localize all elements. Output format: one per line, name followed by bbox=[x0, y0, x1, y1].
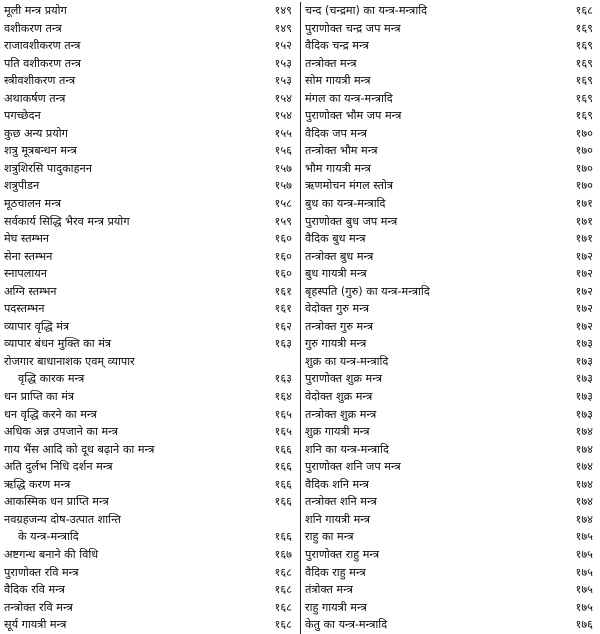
entry-page-number: १५३ bbox=[274, 74, 292, 88]
entry-title: तन्त्रोक्त भौम मन्त्र bbox=[305, 144, 378, 158]
index-entry bbox=[301, 546, 600, 564]
entry-title: केतु का यन्त्र-मन्त्रादि bbox=[305, 618, 388, 632]
entry-title: ऋद्धि करण मन्त्र bbox=[4, 477, 71, 491]
index-entry bbox=[301, 581, 600, 599]
entry-title: भौम गायत्री मन्त्र bbox=[305, 161, 371, 175]
entry-title: पगच्छेदन bbox=[4, 109, 41, 123]
index-entry bbox=[301, 388, 600, 406]
entry-page-number: १७२ bbox=[575, 319, 593, 333]
entry-page-number: १७५ bbox=[575, 530, 593, 544]
index-entry bbox=[0, 160, 300, 178]
entry-page-number: १७० bbox=[575, 144, 593, 158]
index-entry bbox=[0, 441, 300, 459]
entry-title: तन्त्रोक्त रवि मन्त्र bbox=[4, 600, 73, 614]
index-entry bbox=[301, 476, 600, 494]
index-entry bbox=[301, 230, 600, 248]
index-entry bbox=[301, 265, 600, 283]
index-entry bbox=[0, 230, 300, 248]
entry-page-number: १५४ bbox=[274, 109, 292, 123]
entry-page-number: १७० bbox=[575, 161, 593, 175]
index-entry bbox=[301, 195, 600, 213]
entry-title: पदस्तम्भन bbox=[4, 302, 45, 316]
entry-title: तन्त्रोक्त बुध मन्त्र bbox=[305, 249, 374, 263]
index-entry bbox=[301, 213, 600, 231]
index-entry bbox=[301, 72, 600, 90]
entry-title: शत्रु मूत्रबन्धन मन्त्र bbox=[4, 144, 77, 158]
entry-page-number: १७३ bbox=[575, 337, 593, 351]
entry-title: वृद्धि कारक मन्त्र bbox=[18, 372, 85, 386]
entry-title: शुक्र गायत्री मन्त्र bbox=[305, 425, 370, 439]
index-entry bbox=[301, 142, 600, 160]
entry-page-number: १७४ bbox=[575, 460, 593, 474]
entry-title: सोम गायत्री मन्त्र bbox=[305, 74, 371, 88]
index-entry bbox=[0, 458, 300, 476]
entry-title: राहु गायत्री मन्त्र bbox=[305, 600, 367, 614]
entry-title: ऋणमोचन मंगल स्तोत्र bbox=[305, 179, 394, 193]
entry-page-number: १६६ bbox=[274, 530, 292, 544]
entry-page-number: १७५ bbox=[575, 565, 593, 579]
entry-title: वैदिक रवि मन्त्र bbox=[4, 583, 65, 597]
entry-title: के यन्त्र-मन्त्रादि bbox=[18, 530, 79, 544]
index-entry bbox=[0, 125, 300, 143]
entry-page-number: १७५ bbox=[575, 583, 593, 597]
index-entry bbox=[301, 370, 600, 388]
index-entry bbox=[301, 2, 600, 20]
entry-title: बुध का यन्त्र-मन्त्रादि bbox=[305, 197, 386, 211]
entry-page-number: १७६ bbox=[575, 618, 593, 632]
entry-page-number: १६९ bbox=[575, 56, 593, 70]
entry-title: वैदिक बुध मन्त्र bbox=[305, 232, 366, 246]
index-entry bbox=[0, 2, 300, 20]
entry-title: राहु का मन्त्र bbox=[305, 530, 354, 544]
index-entry bbox=[0, 353, 300, 371]
index-entry bbox=[301, 125, 600, 143]
index-entry bbox=[301, 616, 600, 634]
entry-title: बृहस्पति (गुरु) का यन्त्र-मन्त्रादि bbox=[305, 284, 430, 298]
entry-title: पति वशीकरण तन्त्र bbox=[4, 56, 81, 70]
entry-title: अति दुर्लभ निधि दर्शन मन्त्र bbox=[4, 460, 113, 474]
entry-title: तंत्रोक्त मन्त्र bbox=[305, 583, 353, 597]
index-entry bbox=[0, 107, 300, 125]
index-entry bbox=[0, 195, 300, 213]
entry-title: वैदिक चन्द्र मन्त्र bbox=[305, 39, 369, 53]
entry-page-number: १६७ bbox=[274, 547, 292, 561]
index-entry bbox=[0, 493, 300, 511]
entry-page-number: १६९ bbox=[575, 74, 593, 88]
index-entry bbox=[301, 37, 600, 55]
entry-title: आकस्मिक धन प्राप्ति मन्त्र bbox=[4, 495, 109, 509]
entry-page-number: १६८ bbox=[274, 618, 292, 632]
entry-title: मेघ स्तम्भन bbox=[4, 232, 50, 246]
index-entry bbox=[301, 441, 600, 459]
entry-page-number: १५७ bbox=[274, 161, 292, 175]
entry-title: पुराणोक्त चन्द्र जप मन्त्र bbox=[305, 21, 401, 35]
entry-page-number: १६४ bbox=[274, 390, 292, 404]
entry-page-number: १७३ bbox=[575, 372, 593, 386]
index-entry bbox=[0, 581, 300, 599]
index-entry bbox=[301, 160, 600, 178]
entry-page-number: १५२ bbox=[274, 39, 292, 53]
entry-title: चन्द (चन्द्रमा) का यन्त्र-मन्त्रादि bbox=[305, 4, 428, 17]
entry-page-number: १६३ bbox=[274, 372, 292, 386]
index-entry bbox=[301, 300, 600, 318]
entry-page-number: १६२ bbox=[274, 319, 292, 333]
entry-title: वैदिक जप मन्त्र bbox=[305, 126, 367, 140]
index-entry bbox=[301, 177, 600, 195]
index-entry bbox=[0, 599, 300, 617]
index-entry bbox=[301, 248, 600, 266]
entry-page-number: १६८ bbox=[274, 600, 292, 614]
index-entry bbox=[0, 72, 300, 90]
entry-page-number: १६९ bbox=[575, 109, 593, 123]
index-entry bbox=[301, 564, 600, 582]
index-entry bbox=[0, 370, 300, 388]
entry-page-number: १५३ bbox=[274, 56, 292, 70]
entry-page-number: १७३ bbox=[575, 390, 593, 404]
entry-title: तन्त्रोक्त गुरु मन्त्र bbox=[305, 319, 374, 333]
entry-title: पुराणोक्त शुक्र मन्त्र bbox=[305, 372, 382, 386]
entry-title: स्त्रीवशीकरण तन्त्र bbox=[4, 74, 76, 88]
entry-page-number: १६० bbox=[274, 267, 292, 281]
entry-title: नवग्रहजन्य दोष-उत्पात शान्ति bbox=[4, 512, 121, 526]
entry-page-number: १७४ bbox=[575, 495, 593, 509]
entry-title: व्यापार वृद्धि मंत्र bbox=[4, 319, 70, 333]
entry-page-number: १६६ bbox=[274, 477, 292, 491]
index-entry bbox=[0, 142, 300, 160]
index-entry bbox=[0, 213, 300, 231]
entry-page-number: १७४ bbox=[575, 442, 593, 456]
entry-page-number: १७२ bbox=[575, 267, 593, 281]
index-entry bbox=[301, 55, 600, 73]
entry-page-number: १७५ bbox=[575, 547, 593, 561]
index-entry bbox=[301, 283, 600, 301]
entry-title: सूर्य गायत्री मन्त्र bbox=[4, 618, 67, 632]
index-entry bbox=[0, 406, 300, 424]
entry-page-number: १६६ bbox=[274, 460, 292, 474]
entry-title: धन वृद्धि करने का मन्त्र bbox=[4, 407, 97, 421]
entry-title: राजावशीकरण तन्त्र bbox=[4, 39, 81, 53]
entry-title: तन्त्रोक्त मन्त्र bbox=[305, 56, 357, 70]
entry-page-number: १६० bbox=[274, 249, 292, 263]
index-entry bbox=[0, 335, 300, 353]
index-entry bbox=[0, 546, 300, 564]
index-entry bbox=[0, 476, 300, 494]
right-column bbox=[300, 2, 600, 634]
index-entry bbox=[0, 248, 300, 266]
index-entry bbox=[301, 335, 600, 353]
index-entry bbox=[0, 177, 300, 195]
entry-page-number: १६८ bbox=[274, 565, 292, 579]
index-entry bbox=[0, 511, 300, 529]
entry-title: मंगल का यन्त्र-मन्त्रादि bbox=[305, 91, 393, 105]
entry-title: शत्रुपीडन bbox=[4, 179, 40, 193]
entry-page-number: १६६ bbox=[274, 495, 292, 509]
entry-title: पुराणोक्त राहु मन्त्र bbox=[305, 547, 380, 561]
index-entry bbox=[0, 20, 300, 38]
index-entry bbox=[301, 493, 600, 511]
entry-page-number: १६५ bbox=[274, 425, 292, 439]
index-entry bbox=[301, 458, 600, 476]
entry-page-number: १७२ bbox=[575, 302, 593, 316]
entry-title: वैदिक शनि मन्त्र bbox=[305, 477, 369, 491]
entry-page-number: १४९ bbox=[274, 4, 292, 17]
index-entry bbox=[0, 423, 300, 441]
entry-title: धन प्राप्ति का मंत्र bbox=[4, 390, 75, 404]
entry-page-number: १६८ bbox=[575, 4, 593, 17]
index-entry bbox=[301, 599, 600, 617]
entry-title: अधिक अन्न उपजाने का मन्त्र bbox=[4, 425, 118, 439]
entry-title: सर्वकार्य सिद्धि भैरव मन्त्र प्रयोग bbox=[4, 214, 130, 228]
entry-page-number: १७२ bbox=[575, 284, 593, 298]
entry-title: अग्नि स्तम्भन bbox=[4, 284, 57, 298]
entry-title: मूठचालन मन्त्र bbox=[4, 197, 62, 211]
index-entry bbox=[0, 37, 300, 55]
entry-page-number: १६९ bbox=[575, 21, 593, 35]
entry-title: तन्त्रोक्त शनि मन्त्र bbox=[305, 495, 377, 509]
entry-title: रोजगार बाधानाशक एवम् व्यापार bbox=[4, 354, 135, 368]
entry-page-number: १६९ bbox=[575, 39, 593, 53]
entry-page-number: १७२ bbox=[575, 249, 593, 263]
index-entry bbox=[0, 318, 300, 336]
entry-page-number: १६१ bbox=[274, 284, 292, 298]
entry-title: पुराणोक्त शनि जप मन्त्र bbox=[305, 460, 401, 474]
index-entry bbox=[301, 107, 600, 125]
entry-title: बुध गायत्री मन्त्र bbox=[305, 267, 367, 281]
entry-page-number: १७१ bbox=[575, 197, 593, 211]
index-entry bbox=[0, 265, 300, 283]
entry-title: वशीकरण तन्त्र bbox=[4, 21, 62, 35]
index-entry bbox=[0, 564, 300, 582]
entry-title: अथाकर्षण तन्त्र bbox=[4, 91, 66, 105]
entry-title: पुराणोक्त बुध जप मन्त्र bbox=[305, 214, 398, 228]
entry-page-number: १५५ bbox=[274, 126, 292, 140]
entry-page-number: १६३ bbox=[274, 337, 292, 351]
entry-page-number: १७४ bbox=[575, 477, 593, 491]
entry-page-number: १६१ bbox=[274, 302, 292, 316]
entry-title: वेदोक्त शुक्र मन्त्र bbox=[305, 390, 373, 404]
entry-title: गाय भैंस आदि को दूध बढ़ाने का मन्त्र bbox=[4, 442, 155, 456]
index-entry bbox=[0, 55, 300, 73]
entry-title: शनि का यन्त्र-मन्त्रादि bbox=[305, 442, 389, 456]
entry-title: वेदोक्त गुरु मन्त्र bbox=[305, 302, 370, 316]
entry-page-number: १७० bbox=[575, 179, 593, 193]
entry-title: सेना स्तम्भन bbox=[4, 249, 53, 263]
index-entry bbox=[301, 406, 600, 424]
entry-page-number: १६० bbox=[274, 232, 292, 246]
entry-page-number: १७१ bbox=[575, 232, 593, 246]
entry-page-number: १६५ bbox=[274, 407, 292, 421]
entry-page-number: १५४ bbox=[274, 91, 292, 105]
entry-title: शत्रुशिरसि पादुकाहनन bbox=[4, 161, 92, 175]
index-entry bbox=[301, 423, 600, 441]
entry-page-number: १४९ bbox=[274, 21, 292, 35]
entry-page-number: १५६ bbox=[274, 144, 292, 158]
entry-page-number: १७५ bbox=[575, 600, 593, 614]
entry-title: शनि गायत्री मन्त्र bbox=[305, 512, 371, 526]
entry-title: व्यापार बंधन मुक्ति का मंत्र bbox=[4, 337, 112, 351]
entry-page-number: १७३ bbox=[575, 407, 593, 421]
entry-page-number: १७३ bbox=[575, 354, 593, 368]
entry-title: कुछ अन्य प्रयोग bbox=[4, 126, 68, 140]
entry-title: शुक्र का यन्त्र-मन्त्रादि bbox=[305, 354, 389, 368]
left-column bbox=[0, 2, 300, 634]
entry-title: स्नापलायन bbox=[4, 267, 47, 281]
index-entry bbox=[0, 616, 300, 634]
entry-page-number: १५८ bbox=[274, 197, 292, 211]
entry-page-number: १५९ bbox=[274, 214, 292, 228]
index-entry bbox=[301, 528, 600, 546]
index-entry bbox=[0, 90, 300, 108]
entry-page-number: १७० bbox=[575, 126, 593, 140]
entry-page-number: १७४ bbox=[575, 512, 593, 526]
entry-page-number: १७४ bbox=[575, 425, 593, 439]
index-entry bbox=[0, 300, 300, 318]
entry-title: गुरु गायत्री मन्त्र bbox=[305, 337, 367, 351]
index-entry bbox=[301, 511, 600, 529]
entry-title: वैदिक राहु मन्त्र bbox=[305, 565, 366, 579]
index-entry bbox=[301, 90, 600, 108]
index-entry bbox=[0, 388, 300, 406]
index-entry bbox=[0, 528, 300, 546]
entry-page-number: १६८ bbox=[274, 583, 292, 597]
index-entry bbox=[0, 283, 300, 301]
entry-page-number: १६६ bbox=[274, 442, 292, 456]
entry-title: तन्त्रोक्त शुक्र मन्त्र bbox=[305, 407, 377, 421]
entry-page-number: १६९ bbox=[575, 91, 593, 105]
entry-title: अष्टगन्ध बनाने की विधि bbox=[4, 547, 99, 561]
index-entry bbox=[301, 318, 600, 336]
index-entry bbox=[301, 353, 600, 371]
entry-page-number: १७१ bbox=[575, 214, 593, 228]
entry-page-number: १५७ bbox=[274, 179, 292, 193]
entry-title: मूली मन्त्र प्रयोग bbox=[4, 4, 67, 17]
entry-title: पुराणोक्त रवि मन्त्र bbox=[4, 565, 79, 579]
index-entry bbox=[301, 20, 600, 38]
entry-title: पुराणोक्त भौम जप मन्त्र bbox=[305, 109, 402, 123]
